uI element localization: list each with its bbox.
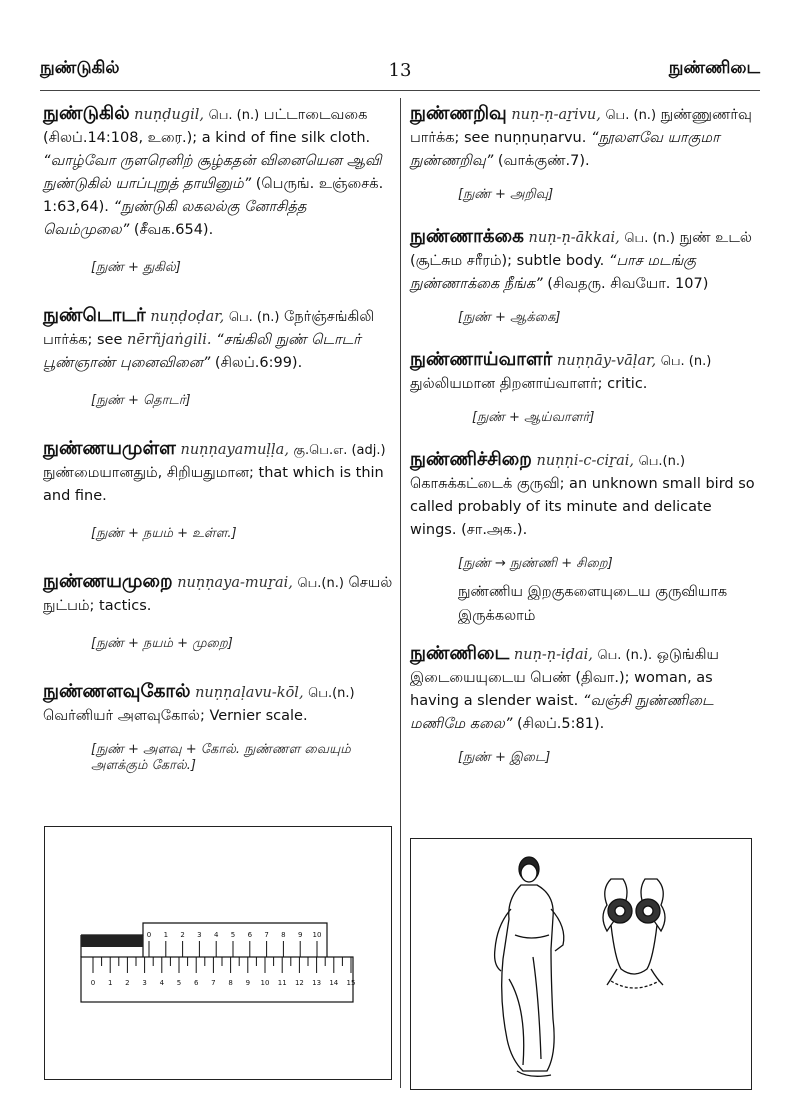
definition: நுண்ணுணர்வு பார்க்க; see nuṇṇuṇarvu.	[410, 107, 752, 146]
entry-nunnayamulla	[43, 437, 393, 508]
citation: (சிலப்.6:99).	[214, 355, 303, 371]
transliteration: nuṇṇaya-muṟai,	[177, 575, 293, 591]
main-scale-tick-label: 10	[260, 979, 270, 987]
illustration-figure	[410, 838, 752, 1090]
main-scale-tick-label: 11	[277, 979, 287, 987]
vernier-tick-label: 6	[247, 931, 253, 939]
etymology: [நுண் + அளவு + கோல். நுண்ணள வையும் அளக்கும் கோல்.]	[91, 742, 351, 773]
citation: (சிலப்.5:81).	[516, 716, 605, 732]
vernier-tick-label: 7	[264, 931, 269, 939]
vernier-tick-label: 8	[281, 931, 286, 939]
main-scale-tick-label: 9	[245, 979, 251, 987]
citation: (பெருங். உஞ்சைக். 1:63,64).	[43, 176, 384, 215]
entry-nundodar	[43, 304, 393, 375]
vernier-tick-label: 1	[163, 931, 169, 939]
bird-figure	[603, 879, 665, 988]
entry-nunnidai	[410, 642, 760, 736]
etymology: [நுண் + அறிவு]	[458, 187, 554, 202]
quotation: “சங்கிலி நுண் டொடர் பூண்ஞாண் புனைவினை”	[43, 332, 361, 371]
headword: நுண்டொடர்	[43, 305, 146, 326]
headword: நுண்ணயமுள்ள	[43, 438, 176, 459]
headword: நுண்ணிடை	[410, 643, 510, 664]
woman-and-bird-drawing	[411, 839, 751, 1089]
main-scale-tick-label: 15	[346, 979, 356, 987]
etymology: [நுண் + தொடர்]	[91, 393, 191, 408]
entry-nunnaya-murai	[43, 570, 393, 618]
citation: (சீவக.654).	[133, 222, 214, 238]
part-of-speech: பெ.(n.)	[297, 576, 344, 591]
entry-nunnalavu-kol	[43, 680, 393, 728]
header-rule	[40, 90, 760, 91]
woman-figure	[495, 857, 564, 1076]
part-of-speech: பெ.(n.)	[308, 686, 355, 701]
left-column	[43, 102, 393, 796]
definition: பட்டாடைவகை (சிலப்.14:108, உரை.); a kind of fine silk cloth.	[43, 107, 371, 146]
vernier-tick-label: 9	[297, 931, 303, 939]
vernier-tick-label: 10	[312, 931, 322, 939]
definition: வெர்னியர் அளவுகோல்; Vernier scale.	[43, 708, 308, 724]
jaw-block	[81, 935, 143, 947]
main-scale-tick-label: 5	[176, 979, 182, 987]
main-scale-tick-label: 14	[329, 979, 339, 987]
header-left-guideword: நுண்டுகில்	[40, 58, 120, 78]
part-of-speech: கு.பெ.எ. (adj.)	[293, 443, 386, 458]
transliteration: nuṇḍugil,	[134, 107, 204, 123]
entry-nunnakkai	[410, 225, 760, 296]
vernier-tick-label: 0	[146, 931, 152, 939]
page-number: 13	[388, 60, 412, 81]
transliteration: nuṇ-ṇ-iḍai,	[513, 647, 593, 663]
headword: நுண்ணளவுகோல்	[43, 681, 191, 702]
definition: கொசுக்கட்டைக் குருவி; an unknown small bird so called probably of its minute and delicate wings.	[410, 476, 755, 538]
etymology: [நுண் + ஆய்வாளர்]	[472, 410, 595, 425]
transliteration: nuṇḍoḍar,	[150, 309, 225, 325]
main-scale-tick-label: 13	[312, 979, 322, 987]
part-of-speech: பெ. (n.)	[228, 310, 280, 325]
transliteration: nuṇ-ṇ-aṟivu,	[511, 107, 601, 123]
main-scale-tick-label: 4	[159, 979, 165, 987]
headword: நுண்ணயமுறை	[43, 571, 173, 592]
transliteration: nērñjaṅgili.	[127, 332, 212, 348]
citation: (சிவதரு. சிவயோ. 107)	[547, 276, 709, 292]
part-of-speech: பெ.(n.)	[638, 454, 686, 469]
part-of-speech: பெ. (n.)	[208, 108, 260, 123]
main-scale-tick-label: 12	[294, 979, 304, 987]
part-of-speech: பெ. (n.)	[660, 354, 712, 369]
definition: ஒடுங்கிய இடையையுடைய பெண் (திவா.); woman, as having a slender waist.	[410, 647, 719, 709]
part-of-speech: பெ. (n.)	[605, 108, 657, 123]
vernier-tick-label: 2	[180, 931, 185, 939]
quotation: “நூலளவே யாகுமா நுண்ணறிவு”	[410, 130, 720, 169]
header-right-guideword: நுண்ணிடை	[668, 58, 760, 78]
vernier-scale-figure	[44, 826, 392, 1080]
headword: நுண்ணாக்கை	[410, 226, 524, 247]
main-scale-tick-label: 1	[107, 979, 113, 987]
transliteration: nuṇṇayamuḷḷa,	[180, 442, 289, 458]
entry-nunni-c-cirai	[410, 448, 760, 542]
transliteration: nuṇ-ṇ-ākkai,	[528, 230, 620, 246]
headword: நுண்ணிச்சிறை	[410, 449, 532, 470]
etymology: [நுண் → நுண்ணி + சிறை]	[458, 556, 613, 571]
definition: செயல் நுட்பம்; tactics.	[43, 575, 393, 614]
main-scale-tick-label: 3	[142, 979, 147, 987]
definition: துல்லியமான திறனாய்வாளர்; critic.	[410, 376, 648, 392]
vernier-tick-label: 3	[197, 931, 202, 939]
transliteration: nuṇṇāy-vāḷar,	[556, 353, 657, 369]
transliteration: nuṇṇaḷavu-kōl,	[195, 685, 304, 701]
note: நுண்ணிய இறகுகளையுடைய குருவியாக இருக்கலாம்	[458, 584, 728, 624]
citation: (வாக்குண்.7).	[497, 153, 590, 169]
headword: நுண்ணாய்வாளர்	[410, 349, 553, 370]
entry-nunnarivu	[410, 102, 760, 173]
page-header	[40, 58, 760, 88]
transliteration: nuṇṇi-c-ciṟai,	[536, 453, 634, 469]
etymology: [நுண் + துகில்]	[91, 260, 181, 275]
main-scale-tick-label: 8	[228, 979, 233, 987]
main-scale-tick-label: 6	[193, 979, 199, 987]
vernier-scale-drawing	[45, 827, 391, 1079]
headword: நுண்ணறிவு	[410, 103, 507, 124]
definition: நுண்மையானதும், சிறியதுமான; that which is thin and fine.	[43, 465, 384, 504]
quotation: “பாச மடங்கு நுண்ணாக்கை நீங்க”	[410, 253, 697, 292]
part-of-speech: பெ. (n.)	[624, 231, 675, 246]
headword: நுண்டுகில்	[43, 103, 130, 124]
quotation: “வாழ்வோ ருளரெனிற் சூழ்கதன் வினையென ஆவி நுண்டுகில் யாப்புறுத் தாயினும்”	[43, 153, 382, 192]
entry-nundugil	[43, 102, 393, 242]
citation: (சா.அக.).	[461, 522, 528, 538]
etymology: [நுண் + நயம் + முறை]	[91, 636, 233, 651]
part-of-speech: பெ. (n.).	[597, 648, 653, 663]
etymology: [நுண் + நயம் + உள்ள.]	[91, 526, 237, 541]
main-scale-tick-label: 0	[90, 979, 96, 987]
main-scale-tick-label: 7	[211, 979, 216, 987]
main-scale-tick-label: 2	[125, 979, 130, 987]
quotation: “வஞ்சி நுண்ணிடை மணிமே கலை”	[410, 693, 714, 732]
definition: நுண் உடல் (சூட்சும சரீரம்); subtle body.	[410, 230, 752, 269]
definition: நேர்ஞ்சங்கிலி பார்க்க; see	[43, 309, 375, 348]
etymology: [நுண் + ஆக்கை]	[458, 310, 561, 325]
entry-nunnayvalar	[410, 348, 760, 396]
vernier-tick-label: 5	[230, 931, 236, 939]
right-column	[410, 102, 760, 788]
column-divider	[400, 98, 401, 1088]
quotation: “நுண்டுகி லகலல்கு னோசித்த வெம்முலை”	[43, 199, 307, 238]
etymology: [நுண் + இடை]	[458, 750, 551, 765]
vernier-tick-label: 4	[213, 931, 219, 939]
